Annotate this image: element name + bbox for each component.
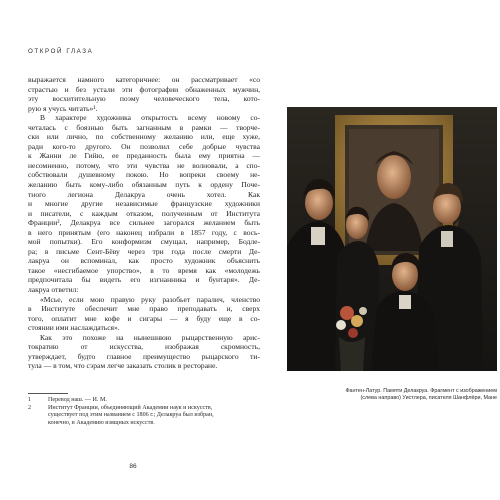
caption-line: Фантен-Латур. Памяти Делакруа. Фрагмент с изображением bbox=[345, 388, 497, 394]
body-line: такое «несгибаемое упорство», в то время как «молодежь bbox=[28, 265, 260, 275]
body-line: выражается намного категоричнее: он рассматривает «со bbox=[28, 75, 260, 84]
body-line: тократию от искусства, изображая скромность, bbox=[28, 342, 260, 352]
footnote-line: Перевод наш. — И. М. bbox=[48, 397, 107, 403]
page-number: 86 bbox=[129, 463, 137, 470]
painting-illustration bbox=[287, 107, 497, 371]
running-head: ОТКРОЙ ГЛАЗА bbox=[28, 48, 94, 55]
painting-image bbox=[287, 107, 497, 371]
footnote-line: существует под этим названием с 1806 г.; Делакруа был избран, bbox=[48, 412, 214, 419]
footnotes bbox=[28, 397, 260, 428]
footnote-line: Институт Франции, объединяющий Академии наук и искусств, bbox=[48, 404, 213, 411]
body-line: Франции², Делакруа все сильнее загорался желанием быть bbox=[28, 218, 260, 228]
body-line: четалась с боязнью быть загнанным в рамки — творче- bbox=[28, 122, 260, 132]
body-line: ра; в письме Сент-Бёву через три года после смерти Де- bbox=[28, 246, 260, 256]
footnote bbox=[28, 397, 260, 405]
body-line: мой попытки). Его конформизм смущал, например, Бодле- bbox=[28, 237, 260, 247]
body-line: тного легиона Делакруа очень хотел. Как bbox=[28, 189, 260, 199]
body-line: эту восхитительную поэму человеческого тела, кото- bbox=[28, 94, 260, 104]
footnote-number: 2 bbox=[28, 404, 32, 411]
caption-line: (слева направо) Уистлера, писателя Шанфлёри, Мане bbox=[360, 395, 497, 402]
footnote-line: конечно, в Академию изящных искусств. bbox=[48, 420, 155, 427]
body-line: лакруа ответил: bbox=[28, 285, 79, 295]
body-line: тула — в том, что сэрам легче заказать столик в ресторане. bbox=[28, 361, 218, 371]
body-line: в Институте обеспечит мне право преподавать и, сверх bbox=[28, 304, 260, 314]
footnote-rule bbox=[28, 393, 68, 394]
body-line: Как это похоже на нынешнюю рыцарственную арис- bbox=[40, 332, 260, 342]
body-line: собствовали душевному покою. Но вопреки своему не- bbox=[28, 170, 260, 180]
footnote-number: 1 bbox=[28, 397, 32, 403]
body-line: к Жанни ле Гийю, ее преданность была ему приятна — bbox=[28, 151, 260, 161]
body-line: «Мсье, если мою правую руку разобьет паралич, членство bbox=[40, 294, 260, 304]
body-line: несомненно, потому, что эти чувства не волновали, а спо- bbox=[28, 160, 260, 170]
body-line: рую я учусь читать»¹. bbox=[28, 103, 98, 113]
footnote bbox=[28, 405, 260, 428]
body-text bbox=[28, 75, 260, 371]
body-line: стоянии ими наслаждаться». bbox=[28, 323, 120, 333]
body-line: ради кого-то другого. Он позволил себе добрые чувства bbox=[28, 141, 260, 151]
body-line: и многие другие независимые французские художники bbox=[28, 199, 260, 209]
body-line: того, оплатит мне кофе и сигары — я буду еще в со- bbox=[28, 313, 260, 323]
body-line: предпочитала бы видеть его изгнанника и бунтаря». Де- bbox=[28, 275, 260, 285]
body-line: утверждает, будто главное преимущество рыцарского ти- bbox=[28, 351, 260, 361]
body-line: желанию быть кому-либо обязанным путь к ордену Поче- bbox=[28, 180, 260, 190]
body-line: страстью и без устали эти фотографии обнаженных мужчин, bbox=[28, 84, 260, 94]
body-line: лакруа он вспоминал, как просто художник объяснить bbox=[28, 256, 260, 266]
body-line: в него принятым (его наконец избрали в 1857 году, с вось- bbox=[28, 227, 260, 237]
body-line: В характере художника открытость всему новому со- bbox=[40, 113, 260, 123]
body-line: и писатели, с каждым отказом, полученным от Института bbox=[28, 208, 260, 218]
body-line: ски или лично, по собственному желанию или, еще хуже, bbox=[28, 132, 260, 142]
image-caption bbox=[260, 388, 497, 402]
